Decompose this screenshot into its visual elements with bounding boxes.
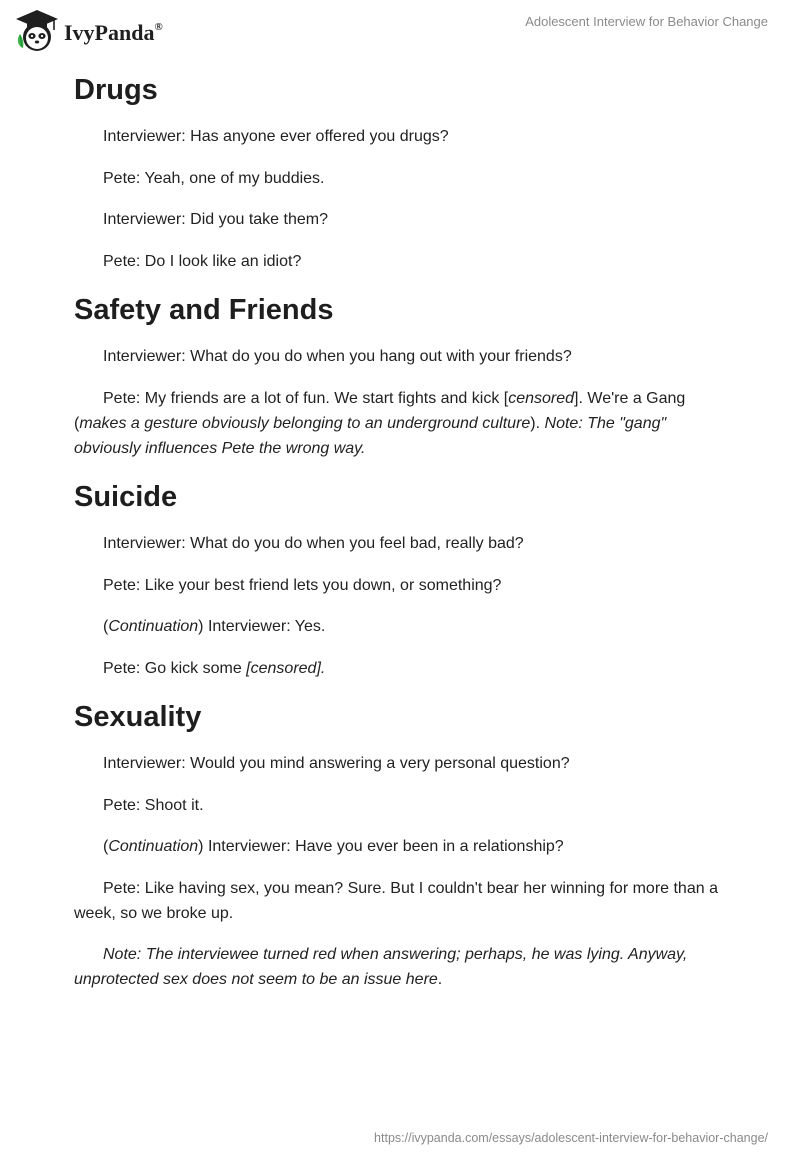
paragraph: Pete: Like your best friend lets you down, or something?: [103, 576, 502, 594]
paragraph: Interviewer: Has anyone ever offered you drugs?: [103, 128, 449, 145]
essay-body: [74, 70, 724, 1009]
section-heading: Safety and Friends: [74, 294, 334, 326]
page-header: [0, 0, 800, 62]
paragraph: Pete: Yeah, one of my buddies.: [103, 169, 325, 187]
italic-run: Note: The "gang" obviously influences Pete the wrong way.: [74, 414, 667, 457]
source-url[interactable]: https://ivypanda.com/essays/adolescent-interview-for-behavior-change/: [374, 1131, 768, 1145]
section-drugs: [74, 70, 724, 274]
text-run: ) Interviewer: Have you ever been in a relationship?: [198, 838, 564, 855]
section-sexuality: [74, 697, 724, 992]
text-run: (: [103, 618, 109, 635]
paragraph: Interviewer: Would you mind answering a very personal question?: [103, 755, 570, 772]
paragraph: [74, 614, 724, 639]
italic-run: makes a gesture obviously belonging to an underground culture: [79, 414, 531, 432]
text-run: Pete: My friends are a lot of fun. We start fights and kick [: [103, 389, 509, 407]
paragraph: Interviewer: What do you do when you hang out with your friends?: [103, 348, 572, 365]
paragraph: Pete: Shoot it.: [103, 796, 204, 814]
paragraph: [74, 386, 724, 461]
paragraph: Interviewer: What do you do when you feel bad, really bad?: [103, 535, 524, 552]
text-run: ]. We're a Gang (: [74, 389, 686, 432]
paragraph: Pete: Do I look like an idiot?: [103, 252, 302, 270]
logo-text: IvyPanda®: [64, 20, 163, 45]
paragraph: [74, 656, 724, 681]
ivypanda-logo[interactable]: [14, 8, 163, 54]
registered-mark: ®: [154, 20, 163, 33]
italic-run: [censored].: [246, 659, 326, 677]
text-run: ) Interviewer: Yes.: [198, 618, 326, 635]
italic-run: censored: [508, 389, 575, 407]
section-suicide: [74, 477, 724, 681]
section-safety-and-friends: [74, 290, 724, 461]
italic-run: Continuation: [108, 618, 199, 635]
section-heading: Drugs: [74, 74, 158, 106]
text-run: Pete: Go kick some: [103, 659, 247, 677]
document-title: Adolescent Interview for Behavior Change: [525, 14, 768, 29]
italic-run: Continuation: [108, 838, 199, 855]
text-run: .: [437, 971, 443, 988]
paragraph: [74, 834, 724, 859]
section-heading: Suicide: [74, 481, 178, 513]
paragraph: [74, 942, 724, 992]
text-run: ).: [530, 414, 545, 432]
paragraph: Interviewer: Did you take them?: [103, 211, 328, 228]
text-run: (: [103, 838, 109, 855]
paragraph: Pete: Like having sex, you mean? Sure. But I couldn't bear her winning for more than a week, so we broke up.: [74, 879, 718, 922]
section-heading: Sexuality: [74, 701, 202, 733]
italic-run: Note: The interviewee turned red when answering; perhaps, he was lying. Anyway, unprotected sex does not seem to be an issue here: [74, 946, 688, 988]
panda-graduate-icon: [14, 8, 60, 54]
